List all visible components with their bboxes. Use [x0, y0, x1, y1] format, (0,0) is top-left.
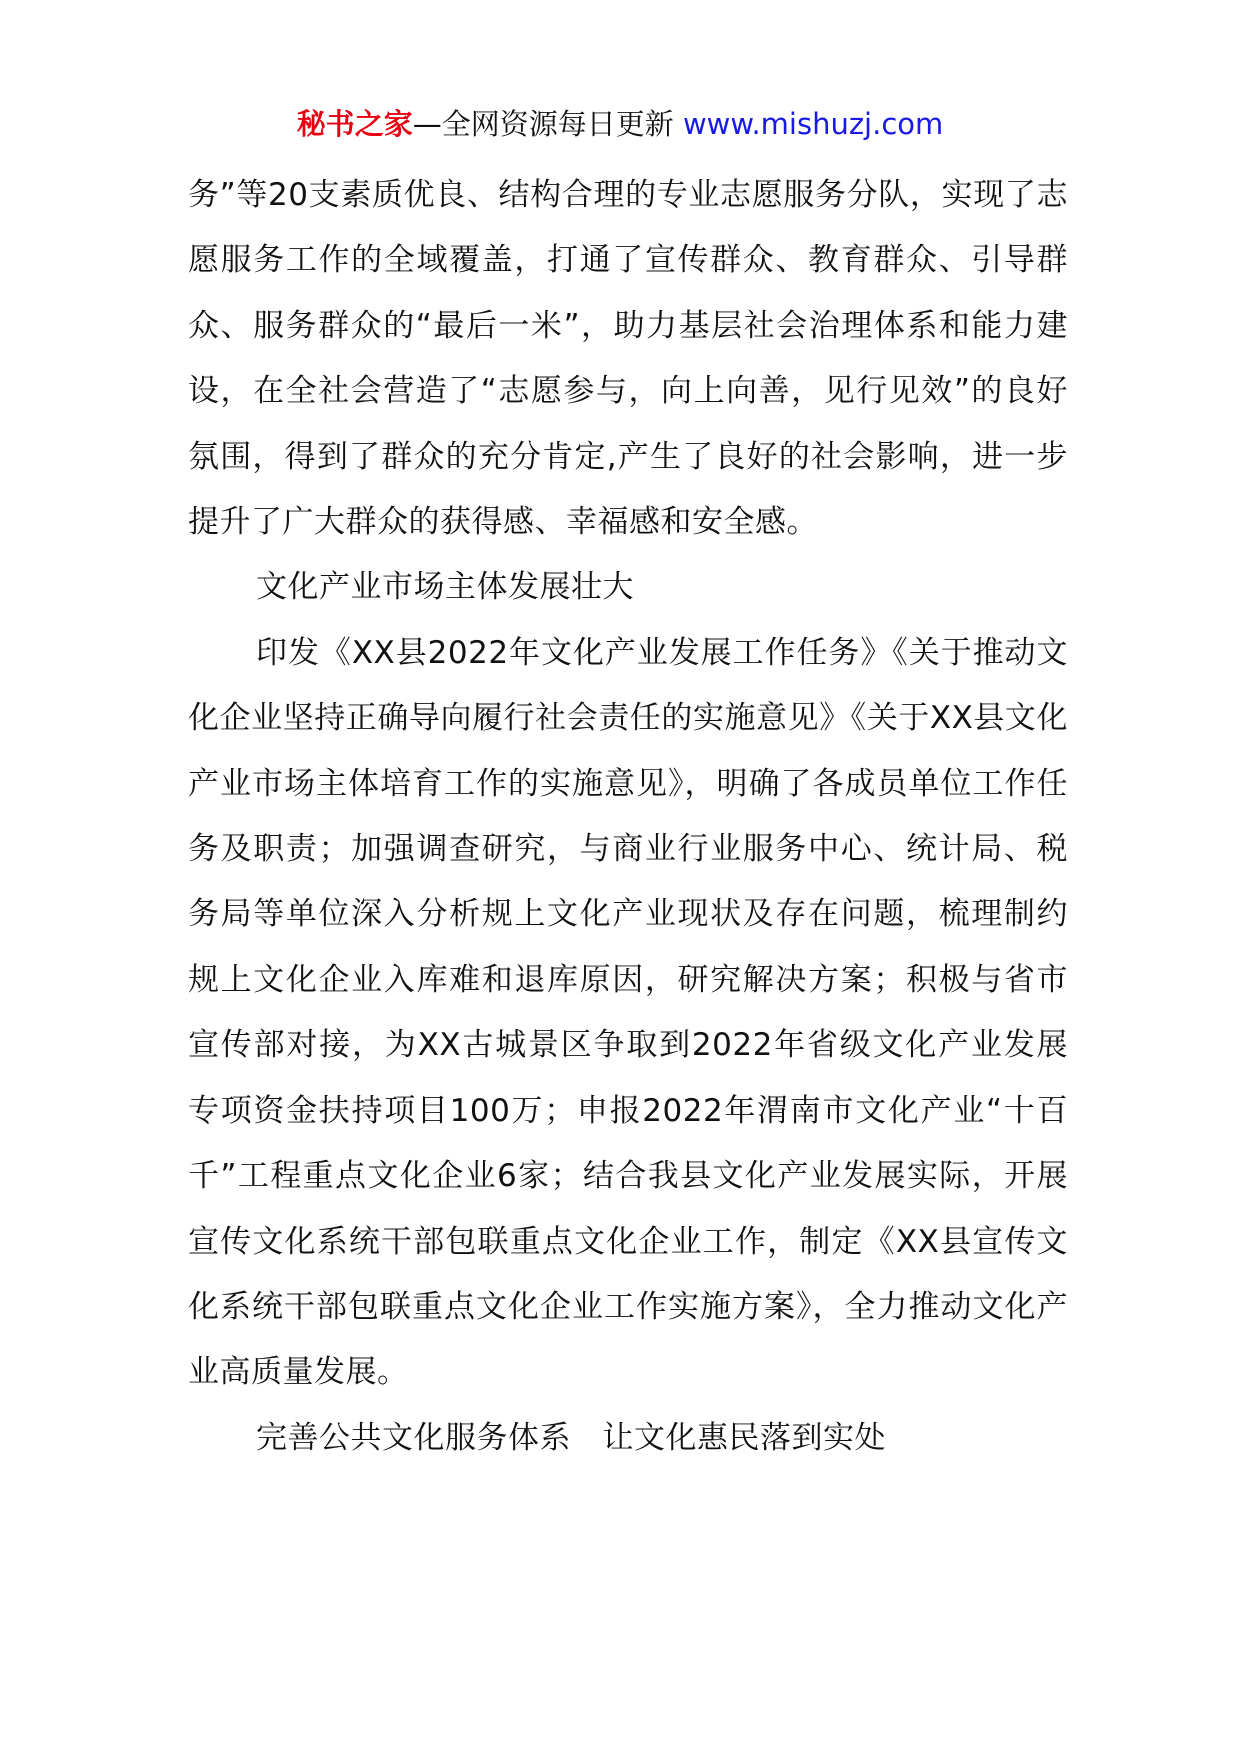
paragraph-continuation: 务”等20支素质优良、结构合理的专业志愿服务分队，实现了志愿服务工作的全域覆盖，打通了宣传群众、教育群众、引导群众、服务群众的“最后一米”，助力基层社会治理体系和能力建设，在全社会营造了“志愿参与，向上向善，见行见效”的良好氛围，得到了群众的充分肯定,产生了良好的社会影响，进一步提升了广大群众的获得感、幸福感和安全感。	[188, 177, 1068, 541]
section-heading-public-service: 完善公共文化服务体系 让文化惠民落到实处	[256, 1419, 886, 1456]
document-body	[188, 163, 1068, 1471]
site-url-link[interactable]: www.mishuzj.com	[682, 107, 944, 141]
page-header	[0, 104, 1240, 144]
header-tagline: —全网资源每日更新	[412, 107, 674, 141]
paragraph-cultural-industry: 印发《XX县2022年文化产业发展工作任务》《关于推动文化企业坚持正确导向履行社会责任的实施意见》《关于XX县文化产业市场主体培育工作的实施意见》，明确了各成员单位工作任务及职责；加强调查研究，与商业行业服务中心、统计局、税务局等单位深入分析规上文化产业现状及存在问题，梳理制约规上文化企业入库难和退库原因，研究解决方案；积极与省市宣传部对接，为XX古城景区争取到2022年省级文化产业发展专项资金扶持项目100万；申报2022年渭南市文化产业“十百千”工程重点文化企业6家；结合我县文化产业发展实际，开展宣传文化系统干部包联重点文化企业工作，制定《XX县宣传文化系统干部包联重点文化企业工作实施方案》，全力推动文化产业高质量发展。	[188, 634, 1068, 1391]
section-heading-cultural-industry: 文化产业市场主体发展壮大	[256, 569, 634, 606]
brand-name: 秘书之家	[296, 107, 413, 141]
